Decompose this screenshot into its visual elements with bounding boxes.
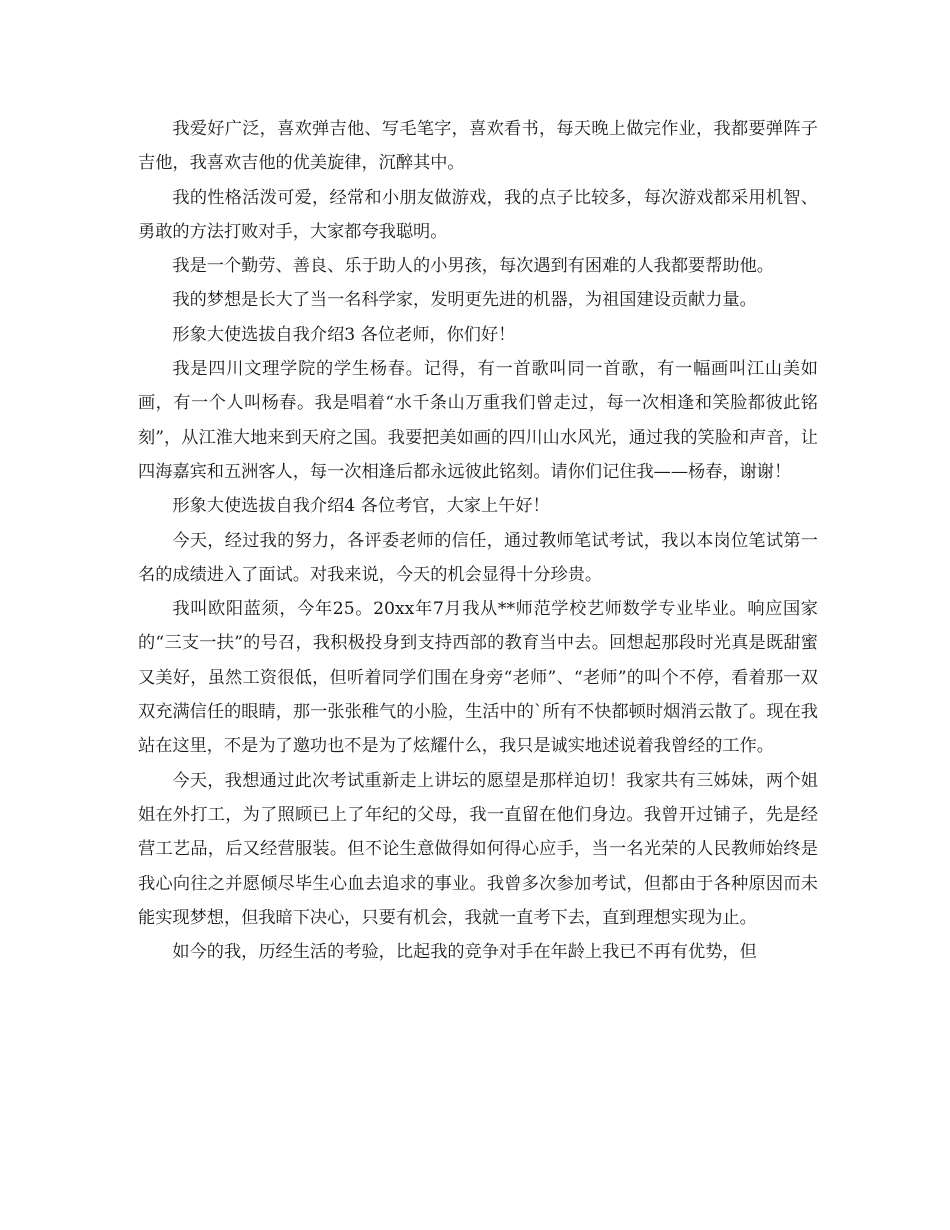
paragraph-yang-chun: 我是四川文理学院的学生杨春。记得，有一首歌叫同一首歌，有一幅画叫江山美如画，有一个人叫杨春。我是唱着“水千条山万重我们曾走过，每一次相逢和笑脸都彼此铭刻”，从江淮大地来到天府之国。我要把美如画的四川山水风光，通过我的笑脸和声音，让四海嘉宾和五洲客人，每一次相逢后都永远彼此铭刻。请你们记住我——杨春，谢谢！ (138, 359, 818, 482)
paragraph-aspiration: 今天，我想通过此次考试重新走上讲坛的愿望是那样迫切！我家共有三姊妹，两个姐姐在外打工，为了照顾已上了年纪的父母，我一直留在他们身边。我曾开过铺子，先是经营工艺品，后又经营服装。但不论生意做得如何得心应手，当一名光荣的人民教师始终是我心向往之并愿倾尽毕生心血去追求的事业。我曾多次参加考试，但都由于各种原因而未能实现梦想，但我暗下决心，只要有机会，我就一直考下去，直到理想实现为止。 (138, 770, 818, 928)
paragraph-personality: 我的性格活泼可爱，经常和小朋友做游戏，我的点子比较多，每次游戏都采用机智、勇敢的方法打败对手，大家都夸我聪明。 (138, 187, 818, 242)
paragraph-dream: 我的梦想是长大了当一名科学家，发明更先进的机器，为祖国建设贡献力量。 (172, 290, 757, 311)
paragraph-exam-result: 今天，经过我的努力，各评委老师的信任，通过教师笔试考试，我以本岗位笔试第一名的成绩进入了面试。对我来说，今天的机会显得十分珍贵。 (138, 530, 818, 585)
document-body (138, 112, 818, 969)
paragraph-background: 我叫欧阳蓝须，今年25。20xx年7月我从**师范学校艺师数学专业毕业。响应国家的“三支一扶”的号召，我积极投身到支持西部的教育当中去。回想起那段时光真是既甜蜜又美好，虽然工资很低，但听着同学们围在身旁“老师”、“老师”的叫个不停，看着那一双双充满信任的眼睛，那一张张稚气的小脸，生活中的`所有不快都顿时烟消云散了。现在我站在这里，不是为了邀功也不是为了炫耀什么，我只是诚实地述说着我曾经的工作。 (138, 599, 818, 757)
section-heading-intro-3: 形象大使选拔自我介绍3 各位老师，你们好！ (172, 324, 516, 345)
paragraph-helpful: 我是一个勤劳、善良、乐于助人的小男孩，每次遇到有困难的人我都要帮助他。 (172, 256, 774, 277)
paragraph-hobbies: 我爱好广泛，喜欢弹吉他、写毛笔字，喜欢看书，每天晚上做完作业，我都要弹阵子吉他，我喜欢吉他的优美旋律，沉醉其中。 (138, 119, 818, 174)
paragraph-current: 如今的我，历经生活的考验，比起我的竞争对手在年龄上我已不再有优势，但 (172, 942, 757, 963)
section-heading-intro-4: 形象大使选拔自我介绍4 各位考官，大家上午好！ (172, 496, 550, 517)
